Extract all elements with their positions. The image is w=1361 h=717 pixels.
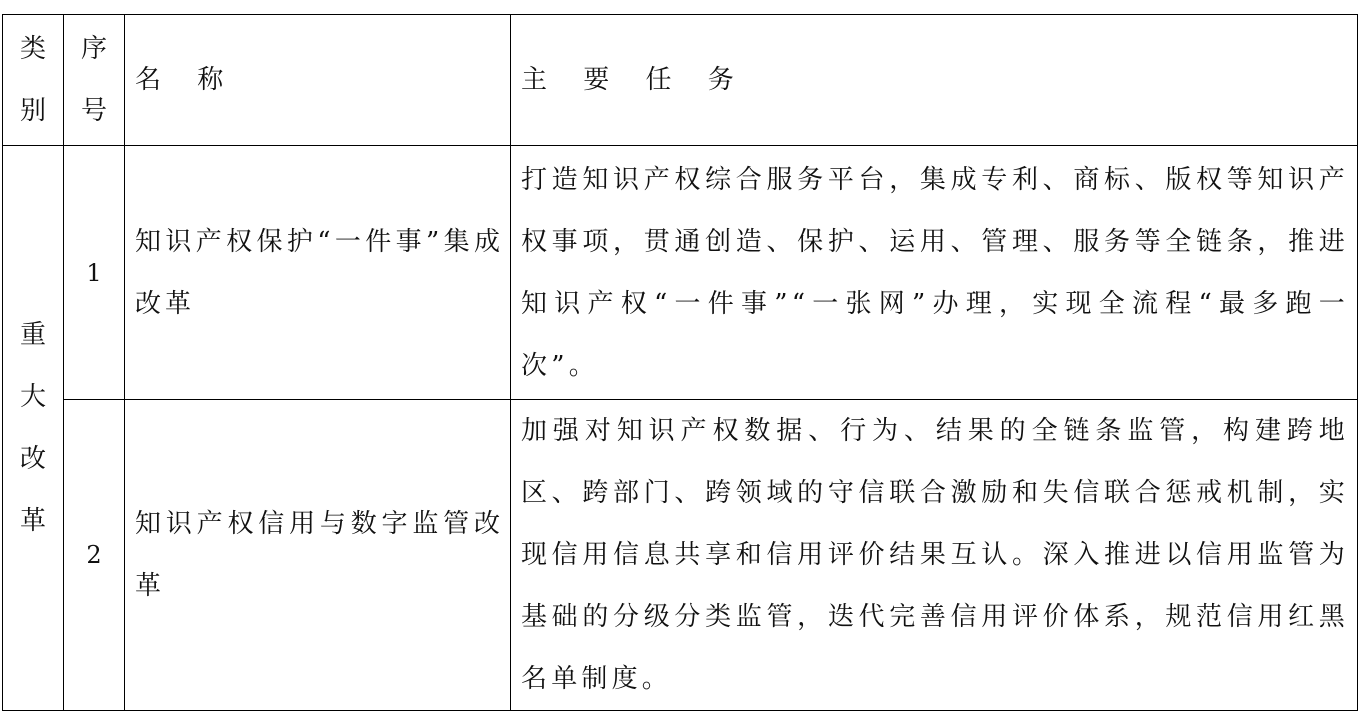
header-number-char: 号 — [81, 96, 108, 126]
reform-tasks-table — [2, 14, 1358, 711]
table-row — [3, 146, 1358, 400]
table-header-row — [3, 15, 1358, 146]
table-row — [3, 400, 1358, 711]
row-number-cell: 2 — [64, 400, 125, 711]
row-tasks-cell: 加强对知识产权数据、行为、结果的全链条监管，构建跨地区、跨部门、跨领域的守信联合激励和失信联合惩戒机制，实现信用信息共享和信用评价结果互认。深入推进以信用监管为基础的分级分类监管，迭代完善信用评价体系，规范信用红黑名单制度。 — [511, 400, 1358, 711]
row-name-cell: 知识产权保护“一件事”集成改革 — [125, 146, 511, 400]
category-char: 改 — [20, 444, 47, 474]
category-char: 革 — [20, 506, 47, 536]
row-number-cell: 1 — [64, 146, 125, 400]
row-tasks-cell: 打造知识产权综合服务平台，集成专利、商标、版权等知识产权事项，贯通创造、保护、运用、管理、服务等全链条，推进知识产权“一件事”“一张网”办理，实现全流程“最多跑一次”。 — [511, 146, 1358, 400]
header-number-char: 序 — [81, 34, 108, 64]
header-category-char: 别 — [20, 96, 47, 126]
header-name-cell: 名 称 — [125, 15, 511, 146]
category-char: 大 — [20, 382, 47, 412]
header-number-cell — [64, 15, 125, 146]
row-name-cell: 知识产权信用与数字监管改革 — [125, 400, 511, 711]
header-category-cell — [3, 15, 64, 146]
category-cell — [3, 146, 64, 711]
category-char: 重 — [20, 320, 47, 350]
header-tasks-cell: 主 要 任 务 — [511, 15, 1358, 146]
header-category-char: 类 — [20, 34, 47, 64]
